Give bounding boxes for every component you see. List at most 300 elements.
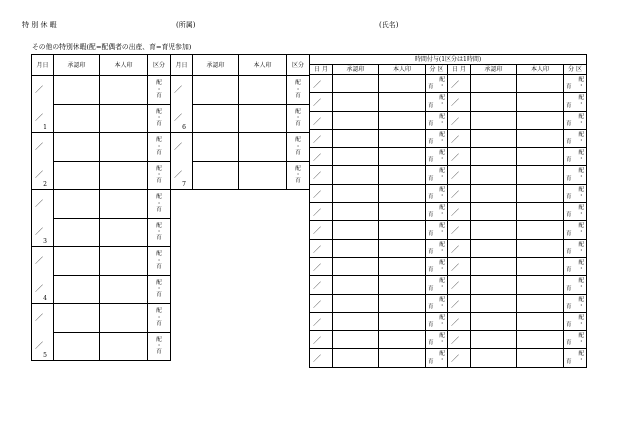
hourly-self-cell[interactable] bbox=[517, 129, 564, 147]
left-self-cell[interactable] bbox=[100, 190, 148, 219]
hourly-category-cell[interactable] bbox=[564, 294, 587, 312]
page-title: 特 別 休 暇 bbox=[22, 21, 57, 29]
hourly-category-cell[interactable] bbox=[564, 257, 587, 275]
hourly-approver-cell[interactable] bbox=[471, 331, 517, 349]
slash-mark: ／ bbox=[451, 116, 459, 126]
hourly-self-cell[interactable] bbox=[379, 312, 426, 330]
hourly-self-cell[interactable] bbox=[379, 221, 426, 239]
table-row bbox=[32, 190, 171, 219]
hourly-category-cell[interactable] bbox=[564, 331, 587, 349]
left-approver-cell[interactable] bbox=[54, 332, 100, 361]
table-row bbox=[310, 93, 587, 111]
mid-date-cell-1[interactable] bbox=[171, 133, 193, 190]
hourly-date-cell[interactable] bbox=[310, 166, 333, 184]
hourly-self-cell[interactable] bbox=[517, 312, 564, 330]
hourly-approver-cell[interactable] bbox=[333, 349, 379, 367]
table-row bbox=[32, 304, 171, 333]
hourly-date-cell[interactable] bbox=[310, 148, 333, 166]
hourly-approver-cell[interactable] bbox=[471, 166, 517, 184]
day-number: 4 bbox=[43, 295, 47, 302]
left-category-cell[interactable] bbox=[148, 275, 171, 304]
category-hai-dot: 配 ・ bbox=[578, 296, 585, 309]
left-self-cell[interactable] bbox=[100, 332, 148, 361]
hourly-self-cell[interactable] bbox=[517, 166, 564, 184]
left-self-cell[interactable] bbox=[100, 104, 148, 133]
left-category-cell[interactable] bbox=[148, 76, 171, 105]
hourly-category-cell[interactable] bbox=[564, 111, 587, 129]
hourly-approver-cell[interactable] bbox=[333, 294, 379, 312]
table-row bbox=[310, 166, 587, 184]
mid-self-cell[interactable] bbox=[239, 76, 287, 105]
hourly-approver-cell[interactable] bbox=[333, 93, 379, 111]
day-number: 2 bbox=[43, 181, 47, 188]
hourly-date-cell[interactable] bbox=[448, 148, 471, 166]
hourly-category-cell[interactable] bbox=[564, 148, 587, 166]
hourly-self-cell[interactable] bbox=[517, 349, 564, 367]
category-iku: 育 bbox=[428, 102, 434, 109]
table-row bbox=[310, 221, 587, 239]
hourly-date-cell[interactable] bbox=[448, 129, 471, 147]
hourly-self-cell[interactable] bbox=[379, 75, 426, 93]
slash-mark: ／ bbox=[313, 354, 321, 364]
left-approver-cell[interactable] bbox=[54, 190, 100, 219]
hourly-category-cell[interactable] bbox=[564, 312, 587, 330]
left-category-cell[interactable] bbox=[148, 247, 171, 276]
hourly-self-cell[interactable] bbox=[379, 331, 426, 349]
slash-mark: ／ bbox=[313, 336, 321, 346]
category-iku: 育 bbox=[566, 248, 572, 255]
hourly-date-cell[interactable] bbox=[448, 276, 471, 294]
hourly-self-cell[interactable] bbox=[379, 276, 426, 294]
slash-mark: ／ bbox=[35, 227, 43, 236]
left-date-cell-3[interactable] bbox=[32, 247, 54, 304]
category-hai-dot: 配 ・ bbox=[578, 131, 585, 144]
hourly-title: 時間付与(1区分は1時間) bbox=[310, 55, 587, 65]
mid-approver-cell[interactable] bbox=[193, 76, 239, 105]
hourly-leave-table bbox=[309, 54, 587, 368]
slash-mark: ／ bbox=[313, 189, 321, 199]
hourly-self-cell[interactable] bbox=[517, 111, 564, 129]
hourly-category-cell[interactable] bbox=[564, 239, 587, 257]
hourly-date-cell[interactable] bbox=[310, 276, 333, 294]
table-row bbox=[171, 76, 310, 105]
mid-self-cell[interactable] bbox=[239, 161, 287, 190]
category-hai-dot: 配 ・ bbox=[439, 131, 445, 144]
left-approver-cell[interactable] bbox=[54, 304, 100, 333]
category-iku: 育 bbox=[566, 358, 572, 365]
hourly-approver-cell[interactable] bbox=[333, 331, 379, 349]
table-row bbox=[32, 76, 171, 105]
category-hai-dot: 配 ・ bbox=[439, 259, 445, 272]
hourly-self-cell[interactable] bbox=[379, 294, 426, 312]
day-number: 5 bbox=[43, 352, 47, 359]
mid-category-cell[interactable] bbox=[287, 104, 310, 133]
left-category-cell[interactable] bbox=[148, 133, 171, 162]
mid-date-cell-0[interactable] bbox=[171, 76, 193, 133]
table-row bbox=[310, 257, 587, 275]
hourly-approver-cell[interactable] bbox=[471, 93, 517, 111]
hourly-header-approver: 承認印 bbox=[333, 65, 379, 75]
hourly-category-cell[interactable] bbox=[426, 111, 448, 129]
left-approver-cell[interactable] bbox=[54, 133, 100, 162]
hourly-approver-cell[interactable] bbox=[333, 184, 379, 202]
slash-mark: ／ bbox=[451, 317, 459, 327]
category-iku: 育 bbox=[428, 139, 434, 146]
hourly-approver-cell[interactable] bbox=[471, 221, 517, 239]
slash-mark: ／ bbox=[313, 116, 321, 126]
mid-self-cell[interactable] bbox=[239, 104, 287, 133]
slash-mark: ／ bbox=[35, 256, 43, 265]
left-self-cell[interactable] bbox=[100, 76, 148, 105]
category-hai-dot: 配 ・ bbox=[439, 150, 445, 163]
hourly-category-cell[interactable] bbox=[426, 221, 448, 239]
category-iku: 育 bbox=[428, 267, 434, 274]
hourly-approver-cell[interactable] bbox=[333, 148, 379, 166]
slash-mark: ／ bbox=[174, 85, 182, 94]
hourly-category-cell[interactable] bbox=[564, 221, 587, 239]
left-date-cell-4[interactable] bbox=[32, 304, 54, 361]
hourly-category-cell[interactable] bbox=[426, 166, 448, 184]
slash-mark: ／ bbox=[35, 284, 43, 293]
category-iku: 育 bbox=[566, 84, 572, 91]
hourly-date-cell[interactable] bbox=[310, 111, 333, 129]
hourly-date-cell[interactable] bbox=[448, 294, 471, 312]
hourly-self-cell[interactable] bbox=[379, 166, 426, 184]
slash-mark: ／ bbox=[174, 113, 182, 122]
category-hai-dot-iku: 配 ・ 育 bbox=[156, 336, 162, 356]
table-row bbox=[310, 331, 587, 349]
hourly-date-cell[interactable] bbox=[448, 221, 471, 239]
hourly-category-cell[interactable] bbox=[564, 166, 587, 184]
category-hai-dot-iku: 配 ・ 育 bbox=[156, 308, 162, 327]
left-category-cell[interactable] bbox=[148, 161, 171, 190]
left-date-cell-2[interactable] bbox=[32, 190, 54, 247]
hourly-self-cell[interactable] bbox=[379, 129, 426, 147]
category-hai-dot: 配 ・ bbox=[439, 95, 445, 108]
mid-category-cell[interactable] bbox=[287, 161, 310, 190]
category-hai-dot: 配 ・ bbox=[439, 205, 445, 218]
hourly-category-cell[interactable] bbox=[426, 203, 448, 221]
category-hai-dot-iku: 配 ・ 育 bbox=[156, 251, 162, 270]
hourly-category-cell[interactable] bbox=[564, 276, 587, 294]
slash-mark: ／ bbox=[313, 153, 321, 163]
hourly-date-cell[interactable] bbox=[448, 257, 471, 275]
hourly-date-cell[interactable] bbox=[310, 257, 333, 275]
hourly-approver-cell[interactable] bbox=[333, 276, 379, 294]
slash-mark: ／ bbox=[35, 113, 43, 122]
hourly-date-cell[interactable] bbox=[448, 75, 471, 93]
hourly-category-cell[interactable] bbox=[564, 75, 587, 93]
category-hai-dot-iku: 配 ・ 育 bbox=[156, 222, 162, 242]
hourly-category-cell[interactable] bbox=[426, 129, 448, 147]
hourly-approver-cell[interactable] bbox=[471, 148, 517, 166]
category-hai-dot: 配 ・ bbox=[439, 186, 445, 199]
category-hai-dot-iku: 配 ・ 育 bbox=[156, 80, 162, 99]
hourly-self-cell[interactable] bbox=[517, 75, 564, 93]
hourly-self-cell[interactable] bbox=[517, 221, 564, 239]
hourly-approver-cell[interactable] bbox=[471, 257, 517, 275]
table-row bbox=[310, 239, 587, 257]
mid-approver-cell[interactable] bbox=[193, 104, 239, 133]
hourly-self-cell[interactable] bbox=[379, 93, 426, 111]
hourly-category-cell[interactable] bbox=[426, 239, 448, 257]
category-hai-dot-iku: 配 ・ 育 bbox=[295, 137, 301, 156]
hourly-header-category: 分 区 bbox=[564, 65, 587, 75]
hourly-approver-cell[interactable] bbox=[333, 239, 379, 257]
left-category-cell[interactable] bbox=[148, 304, 171, 333]
category-hai-dot: 配 ・ bbox=[578, 205, 585, 218]
hourly-date-cell[interactable] bbox=[448, 166, 471, 184]
category-iku: 育 bbox=[428, 194, 434, 201]
hourly-date-cell[interactable] bbox=[448, 93, 471, 111]
category-hai-dot: 配 ・ bbox=[439, 223, 445, 236]
hourly-category-cell[interactable] bbox=[564, 349, 587, 367]
slash-mark: ／ bbox=[451, 134, 459, 144]
hourly-date-cell[interactable] bbox=[310, 93, 333, 111]
category-iku: 育 bbox=[428, 303, 434, 310]
hourly-category-cell[interactable] bbox=[426, 93, 448, 111]
hourly-approver-cell[interactable] bbox=[471, 294, 517, 312]
hourly-approver-cell[interactable] bbox=[471, 111, 517, 129]
hourly-category-cell[interactable] bbox=[564, 203, 587, 221]
category-iku: 育 bbox=[428, 120, 434, 127]
hourly-self-cell[interactable] bbox=[379, 239, 426, 257]
hourly-self-cell[interactable] bbox=[517, 239, 564, 257]
hourly-approver-cell[interactable] bbox=[471, 184, 517, 202]
hourly-self-cell[interactable] bbox=[379, 257, 426, 275]
table-row bbox=[310, 349, 587, 367]
hourly-date-cell[interactable] bbox=[448, 331, 471, 349]
left-approver-cell[interactable] bbox=[54, 161, 100, 190]
hourly-approver-cell[interactable] bbox=[333, 203, 379, 221]
left-approver-cell[interactable] bbox=[54, 247, 100, 276]
hourly-self-cell[interactable] bbox=[517, 93, 564, 111]
hourly-approver-cell[interactable] bbox=[333, 129, 379, 147]
category-iku: 育 bbox=[428, 285, 434, 292]
left-category-cell[interactable] bbox=[148, 218, 171, 247]
mid-category-cell[interactable] bbox=[287, 133, 310, 162]
category-iku: 育 bbox=[566, 120, 572, 127]
table-row bbox=[171, 133, 310, 162]
mid-header-category: 区分 bbox=[287, 55, 310, 76]
hourly-self-cell[interactable] bbox=[517, 276, 564, 294]
hourly-self-cell[interactable] bbox=[517, 331, 564, 349]
hourly-date-cell[interactable] bbox=[310, 75, 333, 93]
mid-approver-cell[interactable] bbox=[193, 161, 239, 190]
slash-mark: ／ bbox=[451, 98, 459, 108]
hourly-date-cell[interactable] bbox=[448, 111, 471, 129]
left-self-cell[interactable] bbox=[100, 133, 148, 162]
table-row bbox=[310, 148, 587, 166]
name-label: (氏名) bbox=[379, 21, 399, 29]
slash-mark: ／ bbox=[35, 341, 43, 350]
table-row bbox=[310, 75, 587, 93]
left-header-month-day: 月日 bbox=[32, 55, 54, 76]
hourly-self-cell[interactable] bbox=[517, 148, 564, 166]
left-self-cell[interactable] bbox=[100, 161, 148, 190]
left-self-cell[interactable] bbox=[100, 247, 148, 276]
category-iku: 育 bbox=[428, 248, 434, 255]
left-date-cell-1[interactable] bbox=[32, 133, 54, 190]
left-approver-cell[interactable] bbox=[54, 104, 100, 133]
mid-self-cell[interactable] bbox=[239, 133, 287, 162]
hourly-category-cell[interactable] bbox=[564, 93, 587, 111]
slash-mark: ／ bbox=[35, 313, 43, 322]
mid-approver-cell[interactable] bbox=[193, 133, 239, 162]
hourly-approver-cell[interactable] bbox=[333, 257, 379, 275]
category-hai-dot: 配 ・ bbox=[439, 314, 445, 327]
hourly-date-cell[interactable] bbox=[310, 239, 333, 257]
hourly-approver-cell[interactable] bbox=[333, 221, 379, 239]
left-approver-cell[interactable] bbox=[54, 218, 100, 247]
hourly-self-cell[interactable] bbox=[517, 203, 564, 221]
hourly-approver-cell[interactable] bbox=[333, 312, 379, 330]
slash-mark: ／ bbox=[313, 208, 321, 218]
hourly-category-cell[interactable] bbox=[426, 294, 448, 312]
hourly-self-cell[interactable] bbox=[379, 111, 426, 129]
slash-mark: ／ bbox=[35, 170, 43, 179]
hourly-self-cell[interactable] bbox=[517, 184, 564, 202]
hourly-date-cell[interactable] bbox=[310, 184, 333, 202]
category-hai-dot: 配 ・ bbox=[439, 278, 445, 291]
hourly-date-cell[interactable] bbox=[448, 239, 471, 257]
left-self-cell[interactable] bbox=[100, 304, 148, 333]
table-row bbox=[310, 129, 587, 147]
category-hai-dot-iku: 配 ・ 育 bbox=[295, 165, 301, 185]
hourly-category-cell[interactable] bbox=[426, 257, 448, 275]
left-category-cell[interactable] bbox=[148, 190, 171, 219]
hourly-category-cell[interactable] bbox=[426, 75, 448, 93]
hourly-date-cell[interactable] bbox=[310, 349, 333, 367]
category-hai-dot: 配 ・ bbox=[578, 95, 585, 108]
hourly-approver-cell[interactable] bbox=[333, 75, 379, 93]
category-iku: 育 bbox=[566, 175, 572, 182]
hourly-category-cell[interactable] bbox=[426, 148, 448, 166]
hourly-self-cell[interactable] bbox=[517, 257, 564, 275]
category-iku: 育 bbox=[428, 84, 434, 91]
hourly-approver-cell[interactable] bbox=[471, 239, 517, 257]
category-hai-dot: 配 ・ bbox=[439, 351, 445, 364]
hourly-approver-cell[interactable] bbox=[471, 349, 517, 367]
hourly-date-cell[interactable] bbox=[310, 331, 333, 349]
category-iku: 育 bbox=[566, 303, 572, 310]
slash-mark: ／ bbox=[451, 80, 459, 89]
category-iku: 育 bbox=[428, 157, 434, 164]
slash-mark: ／ bbox=[313, 281, 321, 291]
daily-leave-table-left bbox=[31, 54, 171, 361]
slash-mark: ／ bbox=[313, 226, 321, 236]
hourly-category-cell[interactable] bbox=[426, 331, 448, 349]
category-hai-dot: 配 ・ bbox=[439, 113, 445, 126]
hourly-self-cell[interactable] bbox=[379, 148, 426, 166]
left-category-cell[interactable] bbox=[148, 332, 171, 361]
hourly-category-cell[interactable] bbox=[564, 184, 587, 202]
category-hai-dot: 配 ・ bbox=[578, 259, 585, 272]
table-row bbox=[310, 111, 587, 129]
slash-mark: ／ bbox=[451, 153, 459, 163]
hourly-self-cell[interactable] bbox=[379, 184, 426, 202]
category-hai-dot: 配 ・ bbox=[578, 223, 585, 236]
mid-header-self: 本人印 bbox=[239, 55, 287, 76]
left-category-cell[interactable] bbox=[148, 104, 171, 133]
day-number: 7 bbox=[182, 181, 186, 188]
slash-mark: ／ bbox=[451, 262, 459, 272]
slash-mark: ／ bbox=[451, 354, 459, 364]
hourly-category-cell[interactable] bbox=[426, 312, 448, 330]
hourly-self-cell[interactable] bbox=[379, 203, 426, 221]
hourly-date-cell[interactable] bbox=[448, 312, 471, 330]
hourly-date-cell[interactable] bbox=[448, 349, 471, 367]
hourly-approver-cell[interactable] bbox=[471, 312, 517, 330]
category-iku: 育 bbox=[428, 212, 434, 219]
table-row bbox=[310, 294, 587, 312]
category-iku: 育 bbox=[566, 322, 572, 329]
hourly-date-cell[interactable] bbox=[310, 294, 333, 312]
category-iku: 育 bbox=[566, 157, 572, 164]
category-hai-dot-iku: 配 ・ 育 bbox=[295, 108, 301, 128]
slash-mark: ／ bbox=[174, 142, 182, 151]
hourly-date-cell[interactable] bbox=[448, 184, 471, 202]
left-self-cell[interactable] bbox=[100, 275, 148, 304]
slash-mark: ／ bbox=[451, 336, 459, 346]
hourly-category-cell[interactable] bbox=[426, 184, 448, 202]
page-subtitle: その他の特別休暇(配=配偶者の出産、育=育児参加) bbox=[32, 43, 192, 51]
slash-mark: ／ bbox=[451, 226, 459, 236]
hourly-date-cell[interactable] bbox=[448, 203, 471, 221]
slash-mark: ／ bbox=[35, 142, 43, 151]
left-self-cell[interactable] bbox=[100, 218, 148, 247]
category-hai-dot: 配 ・ bbox=[578, 351, 585, 364]
category-hai-dot: 配 ・ bbox=[578, 113, 585, 126]
hourly-approver-cell[interactable] bbox=[333, 166, 379, 184]
hourly-self-cell[interactable] bbox=[517, 294, 564, 312]
category-hai-dot-iku: 配 ・ 育 bbox=[156, 108, 162, 128]
left-approver-cell[interactable] bbox=[54, 76, 100, 105]
slash-mark: ／ bbox=[174, 170, 182, 179]
hourly-date-cell[interactable] bbox=[310, 221, 333, 239]
category-hai-dot-iku: 配 ・ 育 bbox=[156, 165, 162, 185]
hourly-self-cell[interactable] bbox=[379, 349, 426, 367]
hourly-header-approver: 承認印 bbox=[471, 65, 517, 75]
category-hai-dot: 配 ・ bbox=[578, 314, 585, 327]
hourly-date-cell[interactable] bbox=[310, 312, 333, 330]
day-number: 1 bbox=[43, 124, 47, 131]
category-iku: 育 bbox=[566, 102, 572, 109]
category-iku: 育 bbox=[566, 194, 572, 201]
hourly-approver-cell[interactable] bbox=[471, 276, 517, 294]
left-approver-cell[interactable] bbox=[54, 275, 100, 304]
category-hai-dot: 配 ・ bbox=[578, 168, 585, 181]
category-hai-dot: 配 ・ bbox=[439, 241, 445, 254]
hourly-date-cell[interactable] bbox=[310, 203, 333, 221]
left-date-cell-0[interactable] bbox=[32, 76, 54, 133]
table-row bbox=[310, 276, 587, 294]
category-hai-dot: 配 ・ bbox=[578, 333, 585, 346]
hourly-approver-cell[interactable] bbox=[471, 75, 517, 93]
hourly-category-cell[interactable] bbox=[426, 276, 448, 294]
category-hai-dot-iku: 配 ・ 育 bbox=[295, 80, 301, 99]
hourly-approver-cell[interactable] bbox=[471, 129, 517, 147]
hourly-approver-cell[interactable] bbox=[333, 111, 379, 129]
hourly-category-cell[interactable] bbox=[426, 349, 448, 367]
hourly-category-cell[interactable] bbox=[564, 129, 587, 147]
hourly-approver-cell[interactable] bbox=[471, 203, 517, 221]
category-hai-dot: 配 ・ bbox=[578, 77, 585, 89]
slash-mark: ／ bbox=[451, 171, 459, 181]
mid-category-cell[interactable] bbox=[287, 76, 310, 105]
hourly-date-cell[interactable] bbox=[310, 129, 333, 147]
category-iku: 育 bbox=[566, 212, 572, 219]
